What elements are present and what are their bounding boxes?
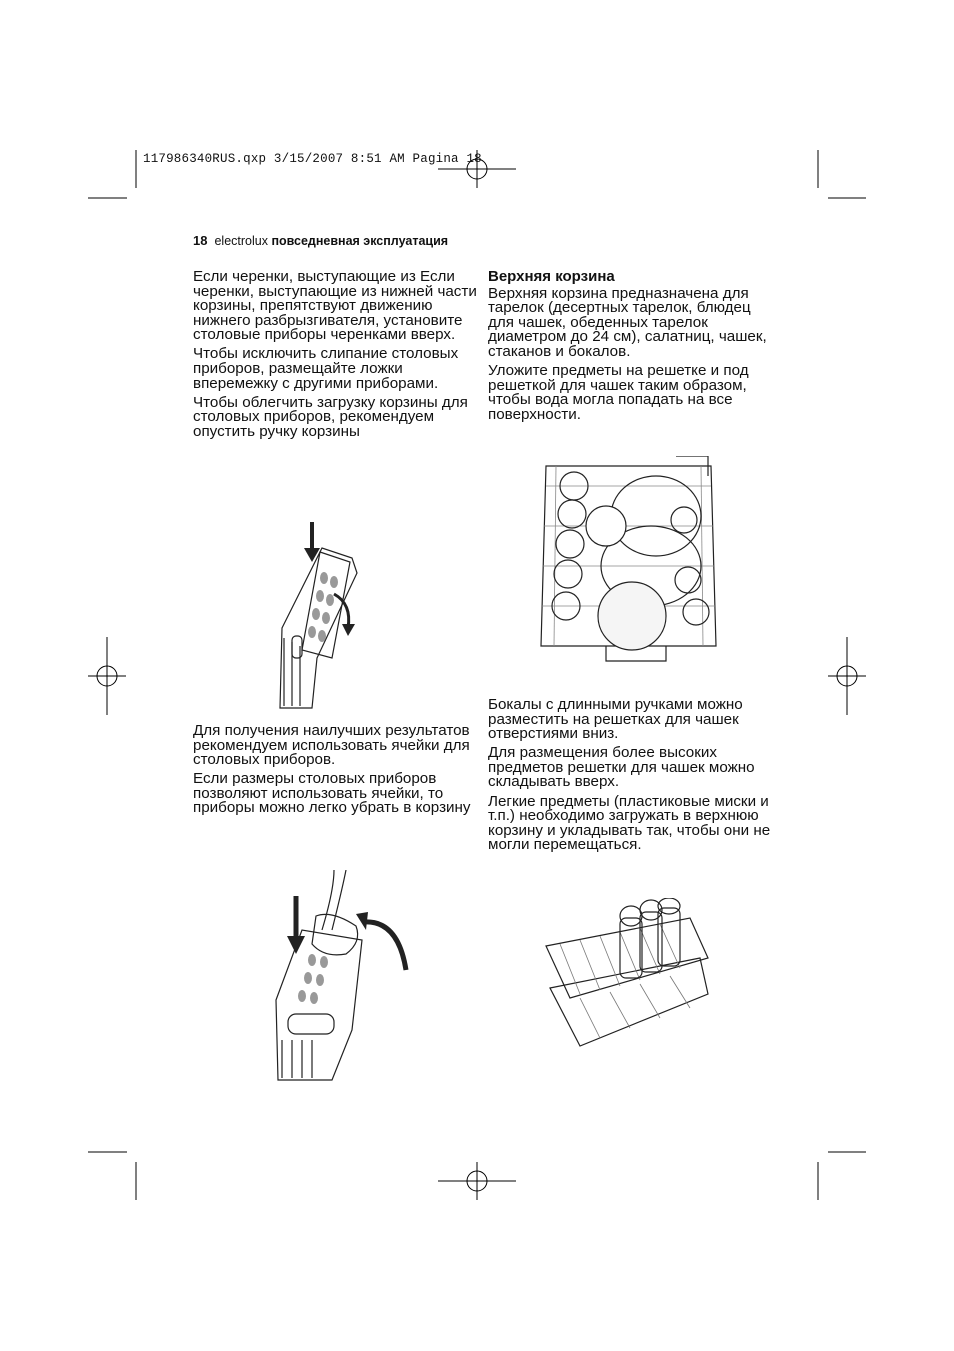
paragraph: Для получения наилучших результатов рекомендуем использовать ячейки для столовых приборов. xyxy=(193,722,470,769)
cutlery-basket-illustration-2 xyxy=(272,870,412,1082)
section-title: повседневная эксплуатация xyxy=(271,234,449,248)
page-number: 18 xyxy=(193,233,208,248)
paragraph: Бокалы с длинными ручками можно разместить на решетках для чашек отверстиями вниз. xyxy=(488,696,743,743)
registration-mark-left xyxy=(88,637,126,715)
upper-basket-dishes-illustration xyxy=(536,456,721,668)
left-column-bottom xyxy=(193,724,478,821)
slug-line: 117986340RUS.qxp 3/15/2007 8:51 AM Pagina 18 xyxy=(143,152,482,166)
paragraph: Верхняя корзина предназначена для тарелок (десертных тарелок, блюдец для чашек, обеденных тарелок диаметром до 24 см), салатниц, чашек, стаканов и бокалов. xyxy=(488,284,767,360)
paragraph: Если черенки, выступающие из Если черенки, выступающие из нижней части корзины, препятствуют движению нижнего разбрызгивателя, установите столовые приборы черенками вверх. xyxy=(193,268,477,344)
page-header xyxy=(193,233,448,248)
left-column-top xyxy=(193,270,478,444)
registration-mark-right xyxy=(828,637,866,715)
paragraph: Уложите предметы на решетке и под решеткой для чашек таким образом, чтобы вода могла попадать на все поверхности. xyxy=(488,362,749,423)
paragraph: Для размещения более высоких предметов решетки для чашек можно складывать вверх. xyxy=(488,744,755,791)
paragraph: Если размеры столовых приборов позволяют использовать ячейки, то приборы можно легко убрать в корзину xyxy=(193,770,471,817)
upper-basket-glasses-illustration xyxy=(540,898,710,1050)
paragraph: Чтобы облегчить загрузку корзины для столовых приборов, рекомендуем опустить ручку корзины xyxy=(193,393,468,440)
section-heading: Верхняя корзина xyxy=(488,268,615,285)
paragraph: Чтобы исключить слипание столовых приборов, размещайте ложки вперемежку с другими приборами. xyxy=(193,345,459,392)
paragraph: Легкие предметы (пластиковые миски и т.п.) необходимо загружать в верхнюю корзину и укладывать так, чтобы они не могли перемещаться. xyxy=(488,792,771,854)
registration-mark-bottom xyxy=(438,1162,516,1200)
right-column-bottom xyxy=(488,698,773,857)
brand-name: electrolux xyxy=(214,234,268,248)
cutlery-basket-illustration-1 xyxy=(272,518,372,710)
right-column-top xyxy=(488,270,773,427)
